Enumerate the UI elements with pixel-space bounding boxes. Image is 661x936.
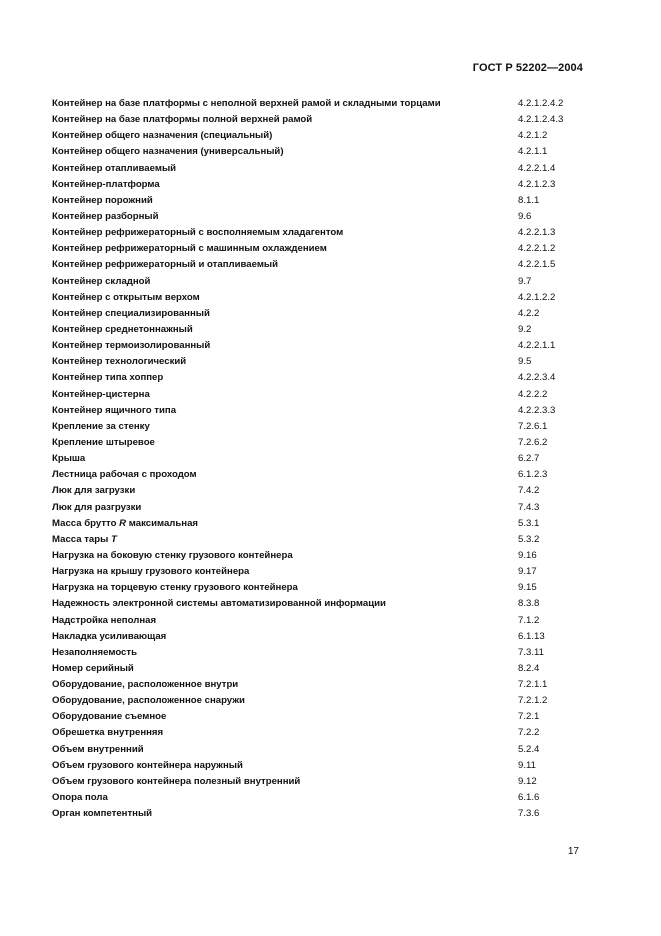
index-term: Контейнер рефрижераторный с восполняемым хладагентом — [52, 227, 344, 239]
index-reference: 7.3.11 — [518, 646, 544, 658]
index-reference: 9.17 — [518, 566, 537, 578]
index-row — [52, 322, 592, 338]
index-reference: 4.2.2.1.4 — [518, 162, 556, 174]
index-term: Нагрузка на боковую стенку грузового контейнера — [52, 549, 293, 561]
index-term: Незаполняемость — [52, 646, 137, 658]
index-reference: 7.2.6.2 — [518, 436, 548, 448]
index-row — [52, 516, 592, 532]
index-term: Объем внутренний — [52, 743, 144, 755]
index-reference: 6.1.6 — [518, 792, 540, 804]
index-reference: 7.1.2 — [518, 614, 540, 626]
index-reference: 9.5 — [518, 356, 532, 368]
index-row — [52, 532, 592, 548]
index-row — [52, 629, 592, 645]
index-term: Контейнер среднетоннажный — [52, 323, 193, 335]
index-term: Нагрузка на крышу грузового контейнера — [52, 566, 250, 578]
index-term: Контейнер с открытым верхом — [52, 291, 200, 303]
index-term: Номер серийный — [52, 662, 134, 674]
index-reference: 7.4.3 — [518, 501, 540, 513]
index-reference: 4.2.1.1 — [518, 146, 548, 158]
index-row — [52, 209, 592, 225]
index-row — [52, 693, 592, 709]
index-term: Оборудование съемное — [52, 711, 167, 723]
index-term — [52, 516, 198, 532]
index-reference: 4.2.2.3.3 — [518, 404, 556, 416]
index-reference: 5.3.1 — [518, 517, 540, 529]
index-row — [52, 306, 592, 322]
index-term: Нагрузка на торцевую стенку грузового контейнера — [52, 582, 298, 594]
standard-designation: ГОСТ Р 52202—2004 — [472, 62, 583, 74]
index-reference: 7.3.6 — [518, 808, 540, 820]
index-reference: 8.3.8 — [518, 598, 540, 610]
index-reference: 5.3.2 — [518, 533, 540, 545]
index-row — [52, 661, 592, 677]
index-row — [52, 548, 592, 564]
index-row — [52, 564, 592, 580]
index-reference: 4.2.1.2.4.2 — [518, 98, 564, 109]
index-reference: 7.2.1.1 — [518, 679, 548, 691]
index-term: Контейнер типа хоппер — [52, 372, 164, 384]
index-row — [52, 725, 592, 741]
index-row — [52, 790, 592, 806]
index-reference: 7.2.1.2 — [518, 695, 548, 707]
index-row — [52, 419, 592, 435]
index-term: Контейнер порожний — [52, 194, 153, 206]
index-row — [52, 467, 592, 483]
index-row — [52, 435, 592, 451]
term-index — [52, 96, 592, 822]
index-row — [52, 500, 592, 516]
index-term: Контейнер отапливаемый — [52, 162, 177, 174]
index-term: Контейнер на базе платформы полной верхней рамой — [52, 114, 313, 126]
index-term: Контейнер складной — [52, 275, 151, 287]
index-term: Лестница рабочая с проходом — [52, 469, 197, 481]
index-row — [52, 806, 592, 822]
index-reference: 4.2.1.2.3 — [518, 178, 556, 190]
index-reference: 4.2.2.1.2 — [518, 243, 556, 255]
index-row — [52, 742, 592, 758]
index-row — [52, 96, 592, 112]
index-term: Накладка усиливающая — [52, 630, 167, 642]
index-term: Опора пола — [52, 792, 108, 804]
index-term-text: Масса тары — [52, 533, 111, 545]
index-reference: 4.2.1.2.4.3 — [518, 114, 564, 126]
document-header — [473, 62, 583, 74]
index-term: Орган компетентный — [52, 808, 153, 820]
index-row — [52, 338, 592, 354]
index-row — [52, 225, 592, 241]
index-row — [52, 613, 592, 629]
index-term: Контейнер ящичного типа — [52, 404, 177, 416]
index-term: Объем грузового контейнера полезный внутренний — [52, 775, 301, 787]
index-reference: 4.2.2.3.4 — [518, 372, 556, 384]
index-term: Объем грузового контейнера наружный — [52, 759, 243, 771]
index-row — [52, 758, 592, 774]
index-term: Контейнер-цистерна — [52, 388, 150, 400]
index-reference: 7.2.6.1 — [518, 420, 548, 432]
index-term-symbol: R — [119, 517, 127, 529]
index-row — [52, 774, 592, 790]
index-term: Контейнер-платформа — [52, 178, 160, 190]
index-term: Контейнер технологический — [52, 356, 187, 368]
page-number: 17 — [567, 846, 579, 857]
index-reference: 9.2 — [518, 323, 532, 335]
index-reference: 7.2.2 — [518, 727, 540, 739]
index-term: Надежность электронной системы автоматизированной информации — [52, 598, 386, 610]
index-term-symbol: T — [111, 533, 117, 545]
index-row — [52, 451, 592, 467]
index-term: Оборудование, расположенное снаружи — [52, 695, 245, 707]
index-row — [52, 580, 592, 596]
index-term — [52, 532, 117, 548]
index-row — [52, 241, 592, 257]
index-reference: 9.7 — [518, 275, 532, 287]
index-reference: 9.15 — [518, 582, 537, 594]
index-reference: 7.4.2 — [518, 485, 540, 497]
index-row — [52, 354, 592, 370]
index-row — [52, 193, 592, 209]
index-term: Контейнер общего назначения (универсальный) — [52, 146, 284, 158]
index-reference: 7.2.1 — [518, 711, 540, 723]
index-reference: 4.2.2 — [518, 307, 540, 319]
index-term: Контейнер на базе платформы с неполной верхней рамой и складными торцами — [52, 98, 441, 109]
index-row — [52, 161, 592, 177]
index-term: Контейнер специализированный — [52, 307, 210, 319]
index-term: Контейнер общего назначения (специальный) — [52, 130, 273, 142]
index-reference: 6.2.7 — [518, 453, 540, 465]
index-reference: 8.1.1 — [518, 194, 540, 206]
index-term: Контейнер термоизолированный — [52, 340, 211, 352]
index-row — [52, 483, 592, 499]
index-row — [52, 387, 592, 403]
index-term-text-after: максимальная — [126, 517, 198, 529]
index-row — [52, 290, 592, 306]
index-term: Контейнер разборный — [52, 210, 159, 222]
index-reference: 9.12 — [518, 775, 537, 787]
index-term: Крепление за стенку — [52, 420, 150, 432]
index-term: Контейнер рефрижераторный и отапливаемый — [52, 259, 279, 271]
index-reference: 4.2.2.1.1 — [518, 340, 556, 352]
index-reference: 6.1.2.3 — [518, 469, 548, 481]
index-row — [52, 177, 592, 193]
index-row — [52, 403, 592, 419]
index-reference: 4.2.1.2 — [518, 130, 548, 142]
index-reference: 9.6 — [518, 210, 532, 222]
index-reference: 4.2.2.2 — [518, 388, 548, 400]
index-row — [52, 144, 592, 160]
index-reference: 8.2.4 — [518, 662, 540, 674]
index-row — [52, 257, 592, 273]
index-term-text: Масса брутто — [52, 517, 120, 529]
index-reference: 9.16 — [518, 549, 537, 561]
index-term: Надстройка неполная — [52, 614, 157, 626]
index-term: Крыша — [52, 453, 86, 465]
index-reference: 9.11 — [518, 759, 536, 771]
index-reference: 4.2.1.2.2 — [518, 291, 556, 303]
index-reference: 4.2.2.1.5 — [518, 259, 556, 271]
index-row — [52, 596, 592, 612]
index-row — [52, 709, 592, 725]
index-row — [52, 677, 592, 693]
index-row — [52, 128, 592, 144]
index-row — [52, 274, 592, 290]
index-term: Люк для разгрузки — [52, 501, 142, 513]
index-reference: 6.1.13 — [518, 630, 545, 642]
index-row — [52, 112, 592, 128]
index-term: Оборудование, расположенное внутри — [52, 679, 239, 691]
index-reference: 4.2.2.1.3 — [518, 227, 556, 239]
index-reference: 5.2.4 — [518, 743, 540, 755]
index-term: Контейнер рефрижераторный с машинным охлаждением — [52, 243, 327, 255]
index-row — [52, 370, 592, 386]
index-term: Крепление штыревое — [52, 436, 155, 448]
index-row — [52, 645, 592, 661]
index-term: Обрешетка внутренняя — [52, 727, 164, 739]
index-term: Люк для загрузки — [52, 485, 136, 497]
